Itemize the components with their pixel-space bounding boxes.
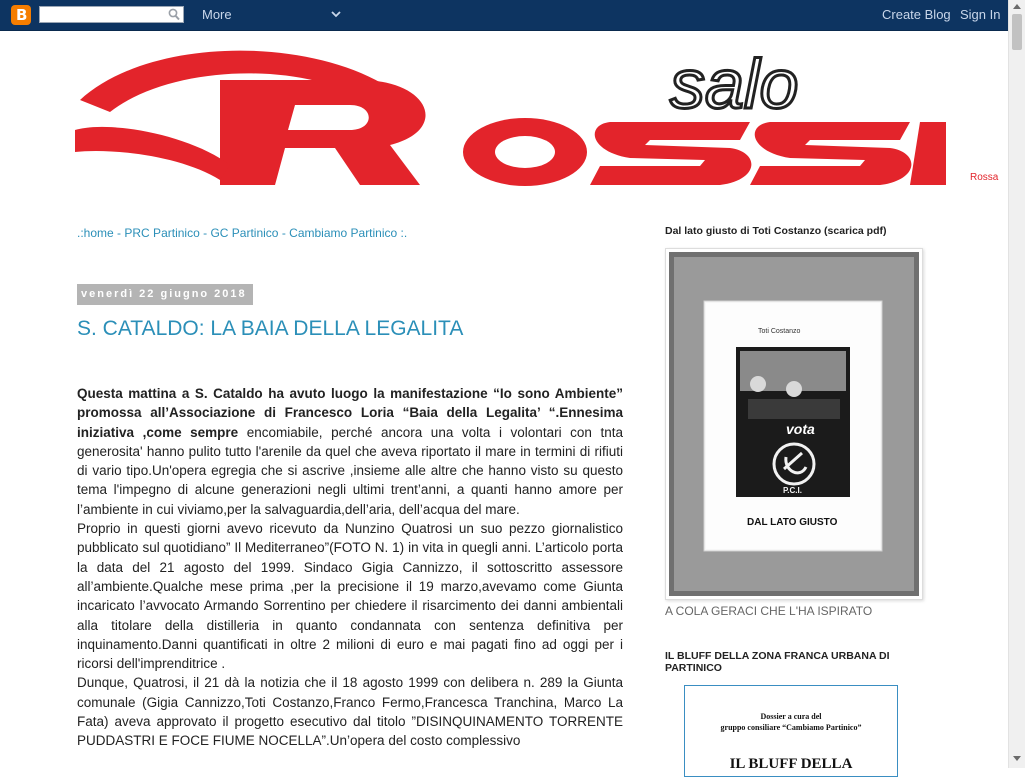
dossier-title: IL BLUFF DELLA [729,756,853,772]
blogger-logo-icon[interactable]: B [11,5,31,25]
blogger-navbar [0,0,1008,31]
page-scrollbar[interactable] [1008,0,1025,768]
nav-separator: - [117,226,122,240]
nav-link-gc-partinico[interactable]: GC Partinico [210,226,279,240]
post-paragraph-2: Proprio in questi giorni avevo ricevuto da Nunzino Quatrosi un suo pezzo giornalistico pubblicato sul quotidiano” Il Mediterraneo”(FOTO N. 1) in vita in quegli anni. L’articolo porta la data del 21 agosto del 1999. Sindaco Gigia Cannizzo, il sottoscritto assessore all’ambiente.Qualche mese prima ,per la precisione il 19 marzo,avevamo come Giunta incaricato l’avvocato Armando Sorrentino per chiedere il risarcimento dei danni ambientali alla titolare della distilleria in quanto condannata con sentenza definitiva per inquinamento.Danni quantificati in oltre 2 milioni di euro e mai pagati fino ad oggi per i ricorsi dell'imprenditrice . [77,521,623,672]
post-date-header: venerdì 22 giugno 2018 [77,284,253,305]
banner-word-big: Rossa [970,172,999,183]
sign-in-link[interactable]: Sign In [960,7,1001,22]
post-body [77,384,623,751]
book-author: Toti Costanzo [758,328,801,335]
chevron-down-icon[interactable] [330,8,342,20]
sidebar-widget-title: IL BLUFF DELLA ZONA FRANCA URBANA DI PARTINICO [665,650,890,674]
create-blog-link[interactable]: Create Blog [882,7,951,22]
post-intro-rest: encomiabile, perché ancora una volta i volontari con tnta generosita' hanno pulito tutto l'arenile da quel che aveva riportato il mare in termini di rifiuti di vario tipo.Un'opera egregia che si ascrive ,insieme alle altre che hanno visto su questo tema l'impegno di alcune generazioni negli ultimi trent’anni, a quanti hanno amore per l’ambiente in cui viviamo,per la salvaguardia,dell’aria, dell’acqua del mare. [77,424,623,517]
blog-header-banner[interactable] [70,40,999,188]
sidebar-widget-title: Dal lato giusto di Toti Costanzo (scarica pdf) [665,225,887,237]
nav-prefix: .: [77,226,84,240]
book-cover-image[interactable] [665,248,923,600]
post-paragraph-3: Dunque, Quatrosi, il 21 dà la notizia che il 18 agosto 1999 con delibera n. 289 la Giunta comunale (Gigia Cannizzo,Toti Costanzo,Franco Fermo,Francesca Tranchina, Marco La Fata) aveva approvato il progetto esecutivo dal titolo ”DISINQUINAMENTO TORRENTE PUDDASTRI E FOCE FIUME NOCELLA”.Un’opera del costo complessivo [77,675,623,749]
scroll-up-arrow-icon[interactable] [1013,4,1021,9]
dossier-line-1: Dossier a cura del [760,712,822,721]
nav-link-prc-partinico[interactable]: PRC Partinico [124,226,200,240]
banner-hammer-sickle-logo [70,40,999,188]
book-party-text: P.C.I. [783,486,802,495]
nav-suffix: :. [400,226,408,240]
book-cover-title: DAL LATO GIUSTO [747,517,838,528]
top-nav-links [77,226,407,240]
post-title-link[interactable]: S. CATALDO: LA BAIA DELLA LEGALITA [77,317,464,340]
banner-word-small: salo [670,45,799,123]
book-cover-illustration [666,249,922,599]
scroll-thumb[interactable] [1012,14,1022,50]
search-icon[interactable] [168,8,180,21]
post-paragraph-1 [77,384,623,519]
nav-link-cambiamo-partinico[interactable]: Cambiamo Partinico [289,226,398,240]
nav-link-home[interactable]: home [83,226,114,240]
more-menu-link[interactable]: More [202,7,232,22]
nav-separator: - [203,226,208,240]
dossier-line-2: gruppo consiliare “Cambiamo Partinico” [720,723,862,732]
scroll-down-arrow-icon[interactable] [1013,756,1021,761]
search-input[interactable] [39,6,184,23]
book-banner-text: vota [786,421,815,437]
nav-separator: - [281,226,286,240]
post-intro-bold: Questa mattina a S. Cataldo ha avuto luogo la manifestazione “Io sono Ambiente” promossa all’Associazione di Francesco Loria “Baia della Legalita’ “.Ennesima iniziativa ,come sempre [77,386,623,440]
book-caption: A COLA GERACI CHE L'HA ISPIRATO [665,604,873,618]
dossier-cover-image[interactable] [684,685,898,777]
